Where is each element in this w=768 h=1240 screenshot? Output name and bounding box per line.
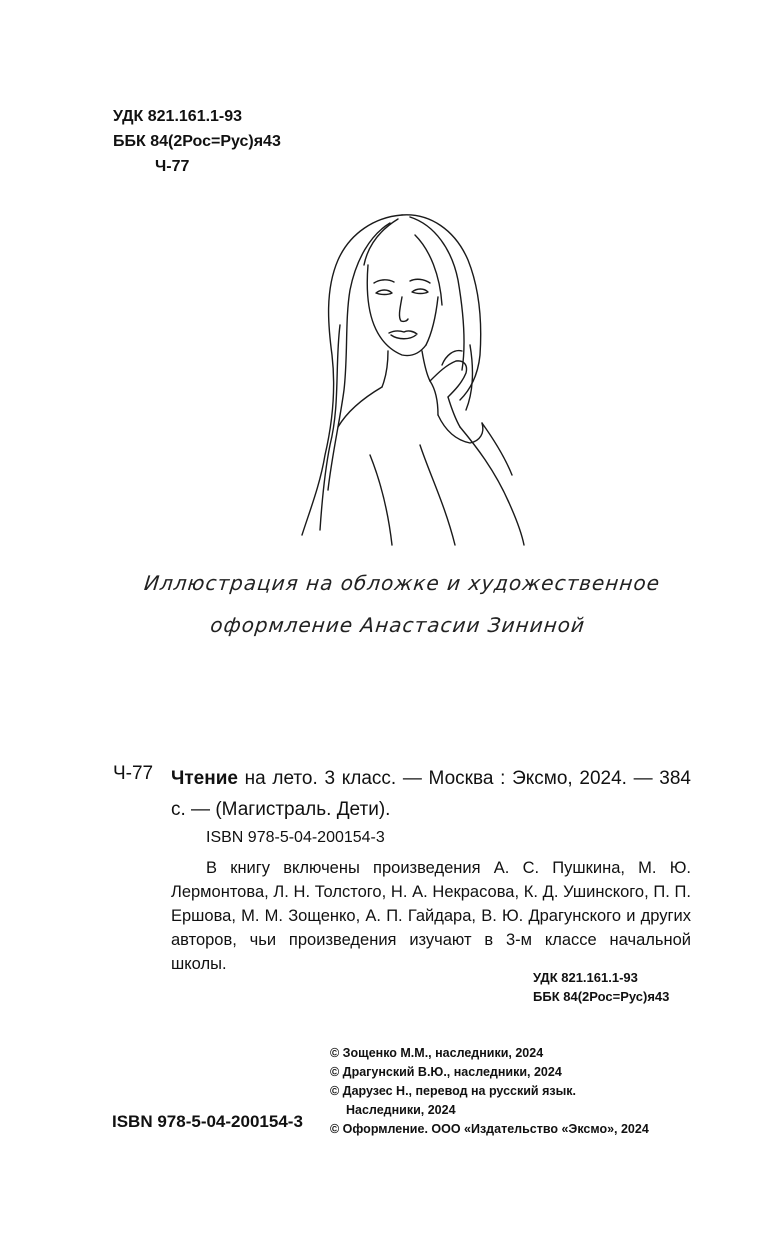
copyright-line: Наследники, 2024 xyxy=(346,1103,456,1117)
catalog-title-entry xyxy=(171,763,691,825)
illustration-credit xyxy=(136,562,665,646)
caption-line-2: оформление Анастасии Зининой xyxy=(209,613,587,637)
author-mark: Ч-77 xyxy=(155,158,190,175)
annotation-text: В книгу включены произведения А. С. Пушкина, М. Ю. Лермонтова, Л. Н. Толстого, Н. А. Некрасова, К. Д. Ушинского, П. П. Ершова, М. М. Зощенко, А. П. Гайдара, В. Ю. Драгунского и других авторов, чьи произведения изучают в 3-м классе начальной школы. xyxy=(171,859,691,973)
title-description: на лето. 3 класс. — Москва : Эксмо, 2024. — 384 с. — (Магистраль. Дети). xyxy=(171,768,692,820)
catalog-author-mark: Ч-77 xyxy=(113,763,154,784)
isbn-number: ISBN 978-5-04-200154-3 xyxy=(112,1112,303,1131)
copyright-line: © Зощенко М.М., наследники, 2024 xyxy=(330,1046,544,1060)
bottom-bbk-code: ББК 84(2Рос=Рус)я43 xyxy=(533,989,670,1004)
girl-portrait-line-drawing-icon xyxy=(270,205,530,550)
copyright-line: © Драгунский В.Ю., наследники, 2024 xyxy=(330,1065,562,1079)
bbk-code: ББК 84(2Рос=Рус)я43 xyxy=(113,133,281,150)
top-classification-block xyxy=(113,104,281,179)
bottom-classification-block xyxy=(533,968,669,1006)
bottom-udk-code: УДК 821.161.1-93 xyxy=(533,970,638,985)
udk-code: УДК 821.161.1-93 xyxy=(113,108,243,125)
copyright-line: © Оформление. ООО «Издательство «Эксмо», 2024 xyxy=(330,1122,649,1136)
copyright-line: © Дарузес Н., перевод на русский язык. xyxy=(330,1084,576,1098)
catalog-isbn: ISBN 978-5-04-200154-3 xyxy=(206,829,385,846)
caption-line-1: Иллюстрация на обложке и художественное xyxy=(143,571,662,595)
copyright-block xyxy=(330,1044,649,1139)
title-bold-word: Чтение xyxy=(171,768,238,789)
